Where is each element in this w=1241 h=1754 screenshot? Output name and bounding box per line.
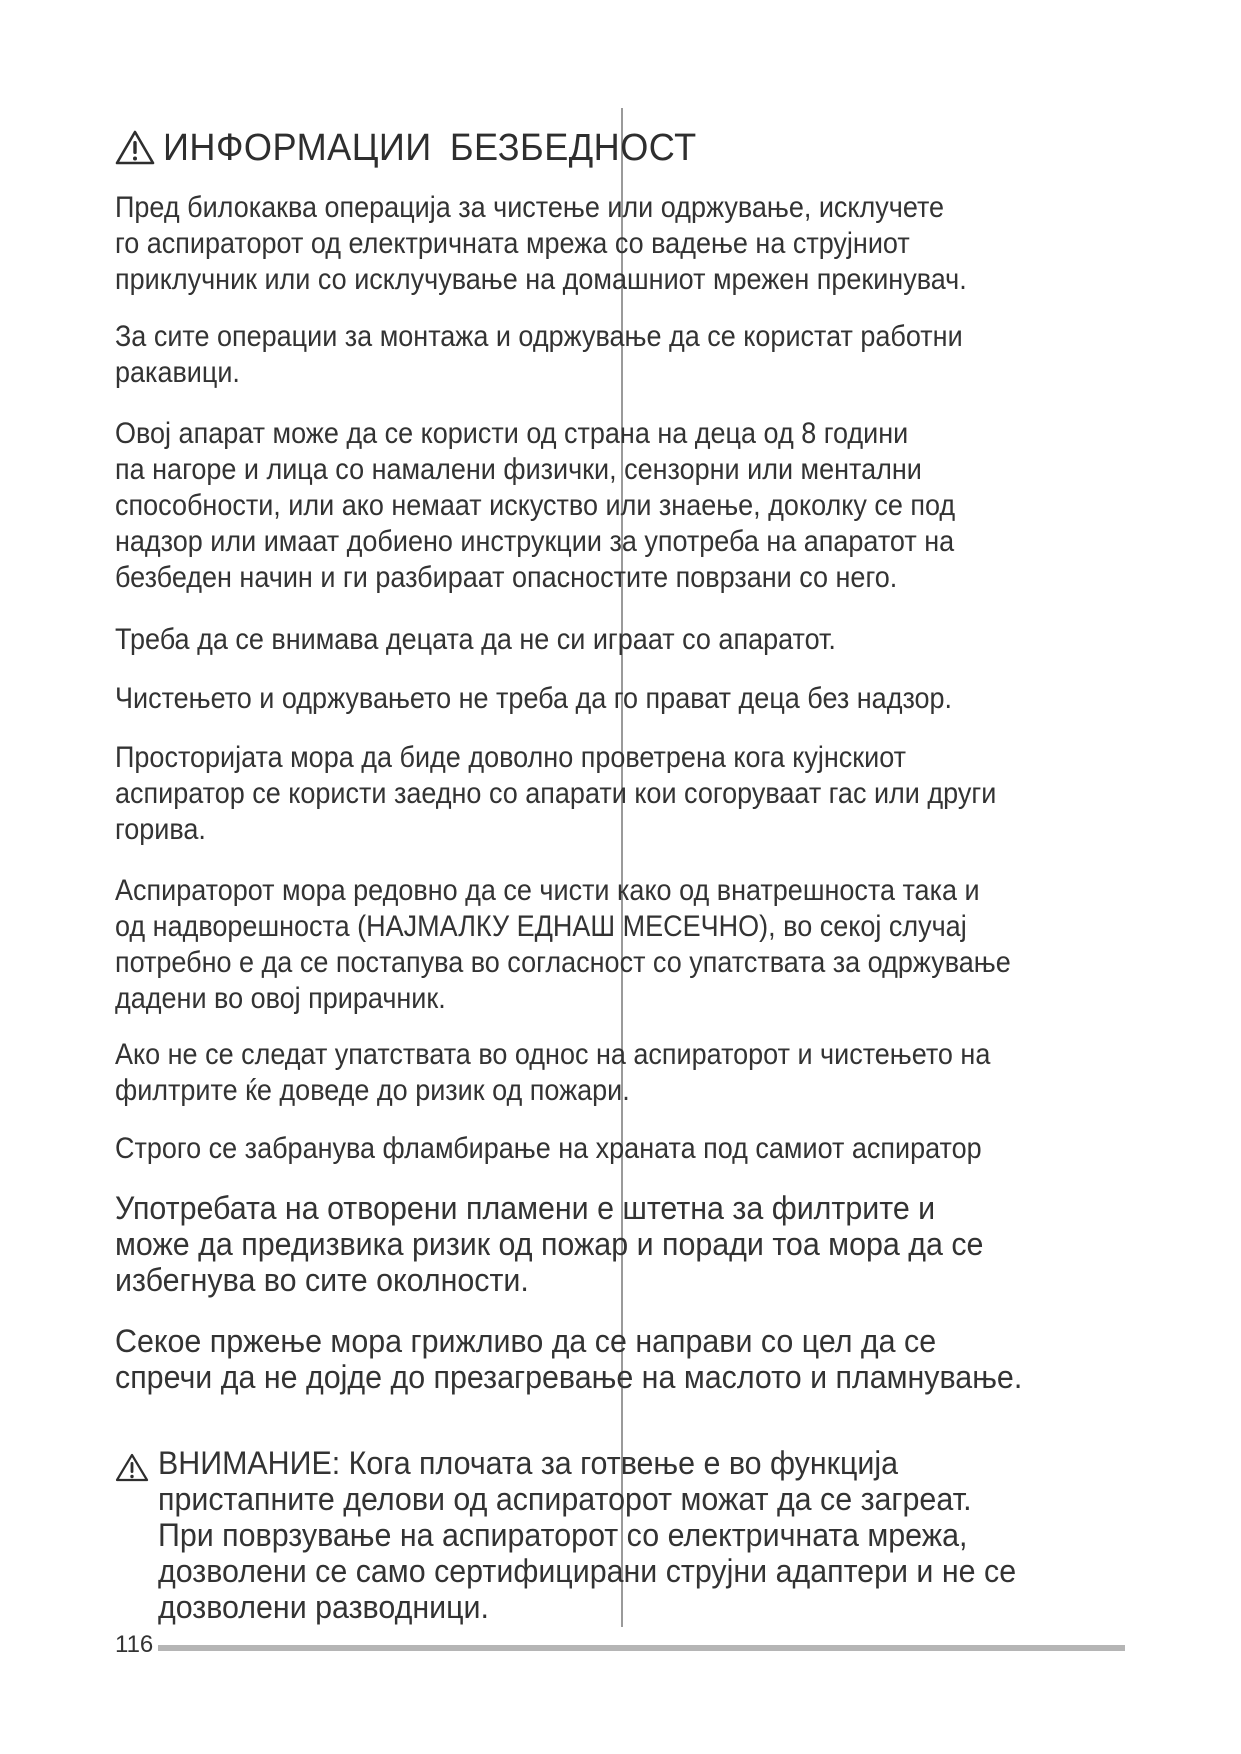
page-number: 116 — [115, 1631, 154, 1658]
text-line: од надворешноста (НАЈМАЛКУ ЕДНАШ МЕСЕЧНО), во секој случај — [115, 910, 967, 943]
text-line: приклучник или со исклучување на домашниот мрежен прекинувач. — [115, 263, 967, 296]
text-line: Пред билокаква операција за чистење или одржување, исклучете — [115, 191, 945, 224]
text-line: Чистењето и одржувањето не треба да го прават деца без надзор. — [115, 682, 953, 715]
paragraph-flambe — [115, 1131, 982, 1167]
text-line: За сите операции за монтажа и одржување да се користат работни — [115, 320, 963, 353]
paragraph-children-play — [115, 622, 836, 658]
text-line: пристапните делови од аспираторот можат да се загреат. — [158, 1481, 972, 1517]
text-line: Треба да се внимава децата да не си играат со апаратот. — [115, 623, 836, 656]
text-line: Секое пржење мора грижливо да се направи со цел да се — [115, 1323, 937, 1359]
paragraph-fire-risk — [115, 1037, 990, 1109]
text-line: Просторијата мора да биде доволно проветрена кога кујнскиот — [115, 741, 907, 774]
text-line: горива. — [115, 813, 206, 846]
text-line: го аспираторот од електричната мрежа со вадење на струјниот — [115, 227, 910, 260]
text-line: дозволени разводници. — [158, 1589, 489, 1625]
section-heading — [115, 122, 725, 174]
text-line: безбеден начин и ги разбираат опасностите поврзани со него. — [115, 561, 898, 594]
page-title: ИНФОРМАЦИИ БЕЗБЕДНОСТ — [163, 126, 697, 169]
paragraph-regular-cleaning — [115, 873, 1011, 1017]
text-line: ВНИМАНИЕ: Кога плочата за готвење е во функција — [158, 1445, 899, 1481]
text-line: избегнува во сите околности. — [115, 1262, 529, 1298]
text-line: спречи да не дојде до презагревање на маслото и пламнување. — [115, 1359, 1023, 1395]
text-line: Овој апарат може да се користи од страна на деца од 8 години — [115, 417, 909, 450]
caution-text — [158, 1445, 1016, 1625]
text-line: па нагоре и лица со намалени физички, сензорни или ментални — [115, 453, 922, 486]
paragraph-open-flames — [115, 1190, 983, 1298]
footer-rule — [158, 1645, 1125, 1651]
text-line: Ако не се следат упатствата во однос на аспираторот и чистењето на — [115, 1038, 991, 1071]
text-line: При поврзување на аспираторот со електричната мрежа, — [158, 1517, 968, 1553]
paragraph-disconnect — [115, 190, 967, 298]
text-line: ракавици. — [115, 356, 240, 389]
text-line: дадени во овој прирачник. — [115, 982, 446, 1015]
paragraph-children-cleaning — [115, 681, 952, 717]
paragraph-gloves — [115, 319, 963, 391]
text-line: Аспираторот мора редовно да се чисти како од внатрешноста така и — [115, 874, 980, 907]
paragraph-children-use — [115, 416, 955, 596]
text-line: надзор или имаат добиено инструкции за употреба на апаратот на — [115, 525, 955, 558]
warning-triangle-icon — [115, 130, 155, 166]
text-line: Строго се забранува фламбирање на храната под самиот аспиратор — [115, 1132, 982, 1165]
text-line: може да предизвика ризик од пожар и поради тоа мора да се — [115, 1226, 984, 1262]
text-line: аспиратор се користи заедно со апарати кои согоруваат гас или други — [115, 777, 997, 810]
text-line: потребно е да се постапува во согласност со упатствата за одржување — [115, 946, 1011, 979]
text-line: филтрите ќе доведе до ризик од пожари. — [115, 1074, 630, 1107]
text-line: дозволени се само сертифицирани струјни адаптери и не се — [158, 1553, 1017, 1589]
warning-triangle-icon — [115, 1453, 149, 1483]
paragraph-ventilation — [115, 740, 996, 848]
paragraph-frying — [115, 1323, 1022, 1395]
text-line: Употребата на отворени пламени е штетна за филтрите и — [115, 1190, 936, 1226]
text-line: способности, или ако немаат искуство или знаење, доколку се под — [115, 489, 956, 522]
